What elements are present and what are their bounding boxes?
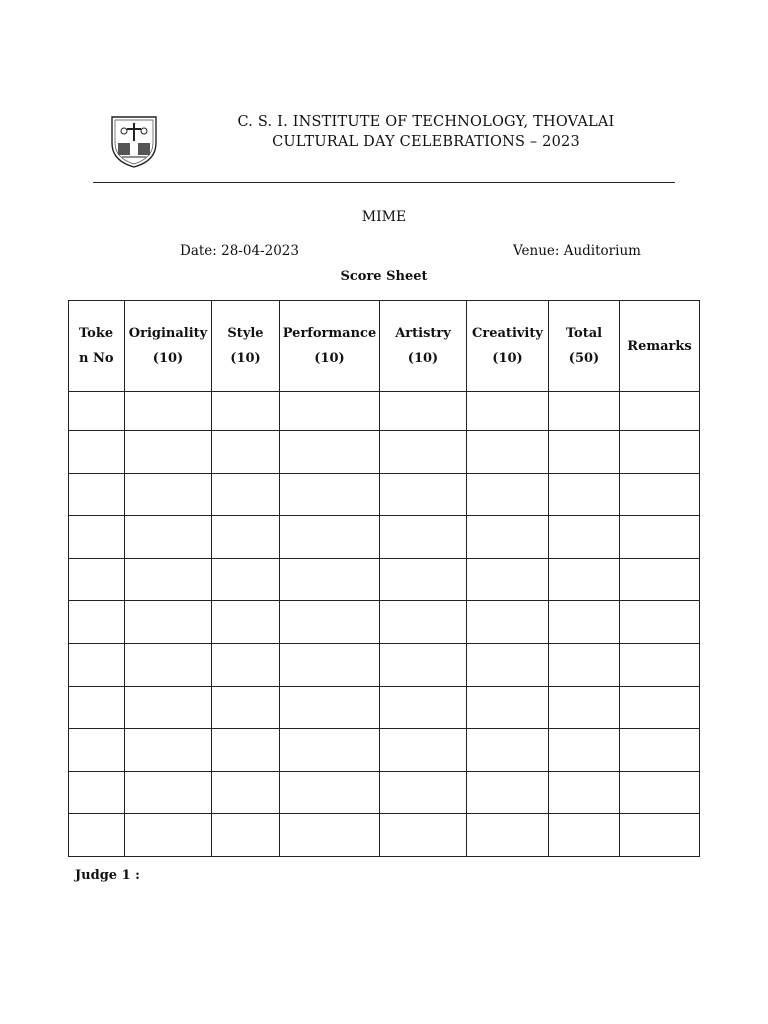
- score-cell[interactable]: [69, 431, 125, 474]
- table-row: [69, 601, 700, 644]
- header-divider: [93, 182, 675, 183]
- table-row: [69, 392, 700, 431]
- score-cell[interactable]: [380, 814, 467, 857]
- score-cell[interactable]: [125, 687, 212, 729]
- score-cell[interactable]: [620, 474, 700, 516]
- score-cell[interactable]: [549, 601, 620, 644]
- score-cell[interactable]: [549, 474, 620, 516]
- institution-name: C. S. I. INSTITUTE OF TECHNOLOGY, THOVALAI: [237, 114, 615, 130]
- score-cell[interactable]: [125, 392, 212, 431]
- score-cell[interactable]: [549, 772, 620, 814]
- score-cell[interactable]: [549, 687, 620, 729]
- score-cell[interactable]: [69, 729, 125, 772]
- score-cell[interactable]: [549, 516, 620, 559]
- venue-text: Venue: Auditorium: [513, 243, 641, 259]
- score-cell[interactable]: [549, 431, 620, 474]
- judge-signature-label: Judge 1 :: [75, 868, 140, 883]
- column-header-artistry: Artistry (10): [380, 301, 467, 392]
- table-header-row: [69, 301, 700, 392]
- score-cell[interactable]: [620, 516, 700, 559]
- column-header-performance: Performance (10): [280, 301, 380, 392]
- score-cell[interactable]: [69, 601, 125, 644]
- score-cell[interactable]: [125, 601, 212, 644]
- score-cell[interactable]: [620, 431, 700, 474]
- score-cell[interactable]: [280, 392, 380, 431]
- table-row: [69, 516, 700, 559]
- table-row: [69, 474, 700, 516]
- table-row: [69, 772, 700, 814]
- score-cell[interactable]: [280, 729, 380, 772]
- score-cell[interactable]: [125, 559, 212, 601]
- score-cell[interactable]: [380, 729, 467, 772]
- score-cell[interactable]: [280, 814, 380, 857]
- column-header-remarks: Remarks: [620, 301, 700, 392]
- score-cell[interactable]: [467, 601, 549, 644]
- score-cell[interactable]: [549, 392, 620, 431]
- score-cell[interactable]: [380, 431, 467, 474]
- score-cell[interactable]: [212, 687, 280, 729]
- date-text: Date: 28-04-2023: [180, 243, 299, 259]
- score-cell[interactable]: [549, 559, 620, 601]
- score-cell[interactable]: [69, 687, 125, 729]
- score-cell[interactable]: [125, 474, 212, 516]
- score-cell[interactable]: [212, 559, 280, 601]
- score-cell[interactable]: [125, 516, 212, 559]
- score-cell[interactable]: [467, 729, 549, 772]
- score-cell[interactable]: [212, 814, 280, 857]
- score-cell[interactable]: [380, 687, 467, 729]
- score-cell[interactable]: [467, 559, 549, 601]
- score-cell[interactable]: [69, 392, 125, 431]
- score-cell[interactable]: [212, 729, 280, 772]
- column-header-style: Style (10): [212, 301, 280, 392]
- table-row: [69, 687, 700, 729]
- score-cell[interactable]: [125, 729, 212, 772]
- score-cell[interactable]: [212, 474, 280, 516]
- score-cell[interactable]: [280, 559, 380, 601]
- table-row: [69, 431, 700, 474]
- score-cell[interactable]: [620, 814, 700, 857]
- score-cell[interactable]: [620, 644, 700, 687]
- column-header-total: Total (50): [549, 301, 620, 392]
- score-cell[interactable]: [69, 644, 125, 687]
- score-cell[interactable]: [212, 431, 280, 474]
- score-cell[interactable]: [467, 772, 549, 814]
- score-cell[interactable]: [212, 516, 280, 559]
- score-cell[interactable]: [125, 772, 212, 814]
- score-cell[interactable]: [280, 772, 380, 814]
- college-emblem-icon: [108, 111, 160, 169]
- competition-title: MIME: [361, 209, 407, 225]
- score-cell[interactable]: [69, 772, 125, 814]
- score-cell[interactable]: [280, 601, 380, 644]
- score-cell[interactable]: [620, 392, 700, 431]
- score-cell[interactable]: [125, 644, 212, 687]
- score-cell[interactable]: [280, 431, 380, 474]
- column-header-creativity: Creativity (10): [467, 301, 549, 392]
- score-cell[interactable]: [69, 814, 125, 857]
- score-cell[interactable]: [280, 687, 380, 729]
- column-header-originality: Originality (10): [125, 301, 212, 392]
- score-cell[interactable]: [280, 644, 380, 687]
- score-cell[interactable]: [467, 474, 549, 516]
- score-cell[interactable]: [467, 431, 549, 474]
- score-cell[interactable]: [620, 687, 700, 729]
- score-cell[interactable]: [380, 644, 467, 687]
- table-row: [69, 814, 700, 857]
- score-cell[interactable]: [467, 814, 549, 857]
- score-table-body: [69, 392, 700, 857]
- score-cell[interactable]: [620, 772, 700, 814]
- score-cell[interactable]: [467, 644, 549, 687]
- table-row: [69, 644, 700, 687]
- column-header-token-no: Toke n No: [69, 301, 125, 392]
- score-sheet-title: Score Sheet: [340, 269, 428, 284]
- score-cell[interactable]: [549, 729, 620, 772]
- score-cell[interactable]: [380, 474, 467, 516]
- score-cell[interactable]: [380, 772, 467, 814]
- score-cell[interactable]: [620, 559, 700, 601]
- score-cell[interactable]: [69, 516, 125, 559]
- score-cell[interactable]: [212, 772, 280, 814]
- score-cell[interactable]: [467, 516, 549, 559]
- score-cell[interactable]: [69, 559, 125, 601]
- score-cell[interactable]: [467, 392, 549, 431]
- score-cell[interactable]: [125, 814, 212, 857]
- score-cell[interactable]: [380, 601, 467, 644]
- score-cell[interactable]: [212, 392, 280, 431]
- score-cell[interactable]: [380, 559, 467, 601]
- score-cell[interactable]: [620, 601, 700, 644]
- score-cell[interactable]: [549, 644, 620, 687]
- score-table: [68, 300, 700, 857]
- event-title: CULTURAL DAY CELEBRATIONS – 2023: [272, 134, 580, 150]
- score-cell[interactable]: [212, 644, 280, 687]
- score-cell[interactable]: [467, 687, 549, 729]
- table-row: [69, 559, 700, 601]
- score-cell[interactable]: [549, 814, 620, 857]
- score-cell[interactable]: [280, 474, 380, 516]
- score-cell[interactable]: [380, 392, 467, 431]
- score-cell[interactable]: [125, 431, 212, 474]
- table-row: [69, 729, 700, 772]
- score-cell[interactable]: [620, 729, 700, 772]
- score-cell[interactable]: [380, 516, 467, 559]
- score-cell[interactable]: [280, 516, 380, 559]
- score-cell[interactable]: [212, 601, 280, 644]
- score-cell[interactable]: [69, 474, 125, 516]
